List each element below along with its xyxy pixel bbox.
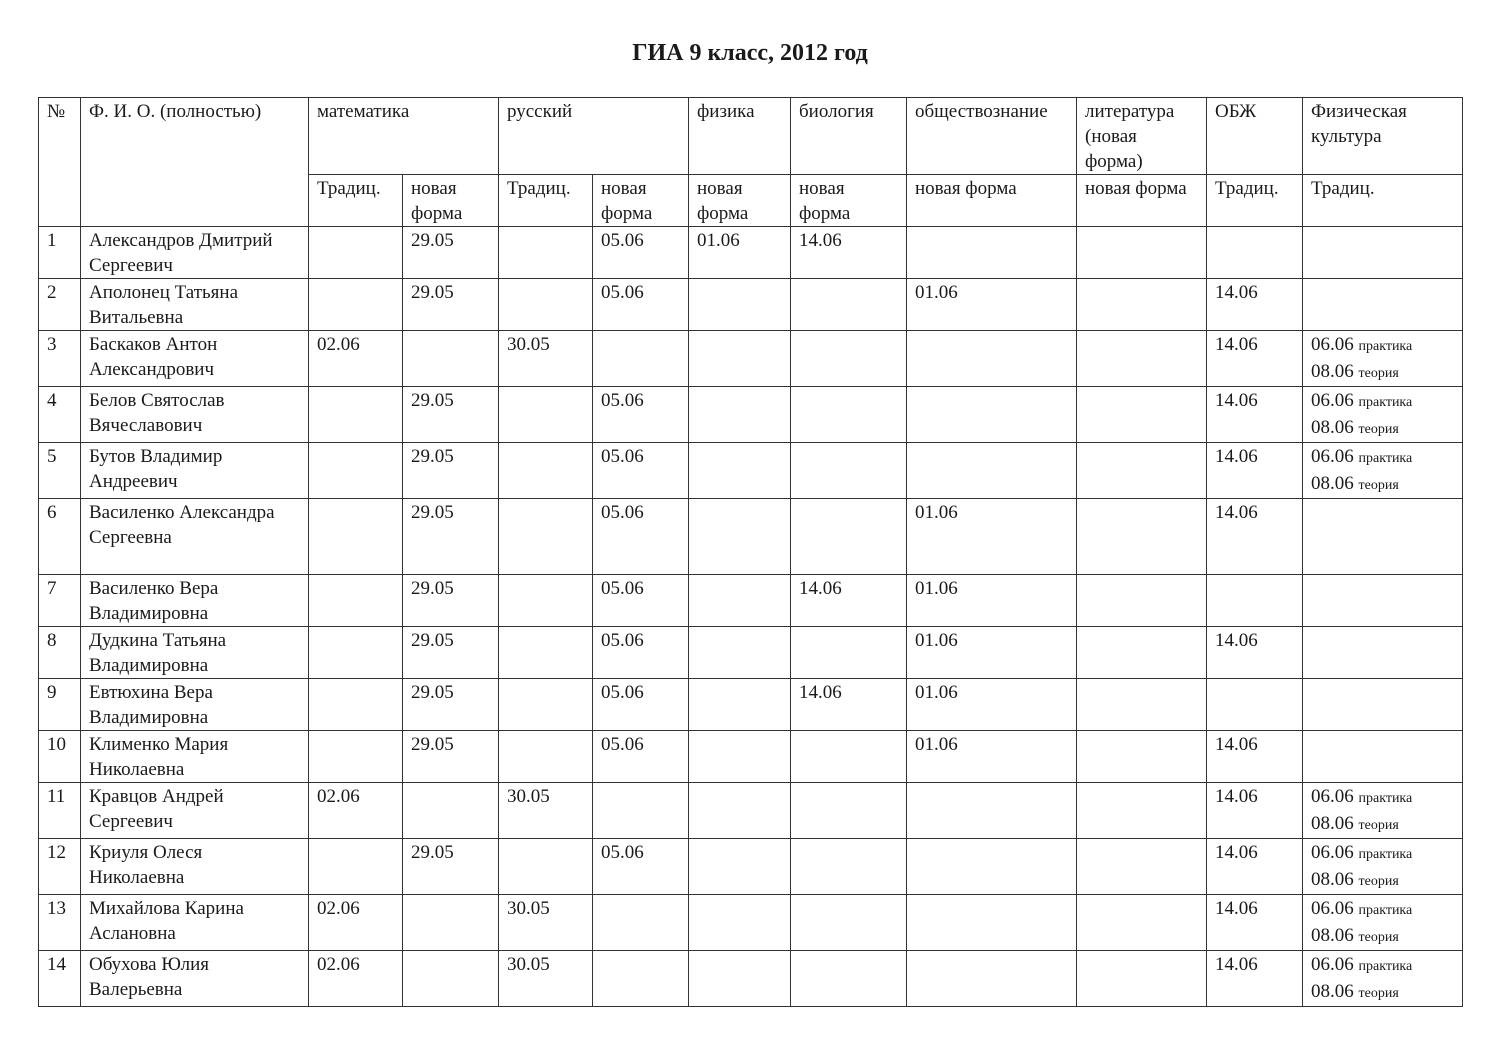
exam-date-biology (791, 951, 907, 1007)
header-row (39, 98, 1463, 175)
pe-theory-label: теория (1358, 930, 1399, 945)
row-number: 3 (39, 331, 81, 387)
exam-date-rus-new: 05.06 (593, 679, 689, 731)
exam-date-pe (1303, 783, 1463, 839)
exam-date-rus-new: 05.06 (593, 627, 689, 679)
pe-practice-line (1311, 840, 1454, 867)
header-biology: биология (791, 98, 907, 175)
exam-date-obzh: 14.06 (1207, 839, 1303, 895)
subheader-obzh-trad: Традиц. (1207, 175, 1303, 227)
pe-theory-line (1311, 867, 1454, 894)
header-social: обществознание (907, 98, 1077, 175)
exam-date-biology (791, 499, 907, 575)
student-name: Евтюхина Вера Владимировна (81, 679, 309, 731)
exam-date-obzh: 14.06 (1207, 895, 1303, 951)
header-literature: литература (новая форма) (1077, 98, 1207, 175)
exam-date-biology: 14.06 (791, 679, 907, 731)
exam-date-pe (1303, 895, 1463, 951)
exam-date-pe (1303, 731, 1463, 783)
exam-date-literature (1077, 499, 1207, 575)
exam-date-literature (1077, 575, 1207, 627)
student-name: Криуля Олеся Николаевна (81, 839, 309, 895)
exam-date-social (907, 895, 1077, 951)
subheader-rus-new: новая форма (593, 175, 689, 227)
header-obzh: ОБЖ (1207, 98, 1303, 175)
pe-practice-date: 06.06 (1311, 446, 1354, 467)
header-num: № (39, 98, 81, 227)
row-number: 13 (39, 895, 81, 951)
exam-date-physics (689, 839, 791, 895)
exam-date-physics (689, 279, 791, 331)
row-number: 7 (39, 575, 81, 627)
pe-theory-date: 08.06 (1311, 869, 1354, 890)
exam-date-rus-new: 05.06 (593, 279, 689, 331)
row-number: 4 (39, 387, 81, 443)
exam-date-literature (1077, 679, 1207, 731)
row-number: 2 (39, 279, 81, 331)
row-number: 12 (39, 839, 81, 895)
row-number: 9 (39, 679, 81, 731)
exam-date-biology (791, 783, 907, 839)
pe-theory-line (1311, 415, 1454, 442)
exam-date-obzh: 14.06 (1207, 443, 1303, 499)
exam-date-rus-new (593, 783, 689, 839)
table-row (39, 227, 1463, 279)
table-row (39, 951, 1463, 1007)
exam-date-social (907, 331, 1077, 387)
exam-date-math-trad: 02.06 (309, 331, 403, 387)
exam-date-obzh: 14.06 (1207, 499, 1303, 575)
exam-date-social: 01.06 (907, 627, 1077, 679)
pe-practice-line (1311, 896, 1454, 923)
exam-date-social: 01.06 (907, 499, 1077, 575)
exam-date-physics (689, 783, 791, 839)
exam-date-math-trad (309, 227, 403, 279)
exam-date-rus-new: 05.06 (593, 227, 689, 279)
student-name: Александров Дмитрий Сергеевич (81, 227, 309, 279)
exam-date-rus-trad: 30.05 (499, 331, 593, 387)
pe-practice-label: практика (1358, 395, 1413, 410)
exam-date-obzh: 14.06 (1207, 387, 1303, 443)
table-row (39, 443, 1463, 499)
exam-date-literature (1077, 731, 1207, 783)
header-pe: Физическая культура (1303, 98, 1463, 175)
exam-date-physics (689, 679, 791, 731)
exam-date-social: 01.06 (907, 279, 1077, 331)
exam-date-social: 01.06 (907, 575, 1077, 627)
pe-practice-date: 06.06 (1311, 954, 1354, 975)
exam-date-literature (1077, 895, 1207, 951)
table-row (39, 575, 1463, 627)
exam-date-math-new: 29.05 (403, 443, 499, 499)
student-name: Василенко Александра Сергеевна (81, 499, 309, 575)
pe-practice-date: 06.06 (1311, 898, 1354, 919)
exam-date-math-new (403, 895, 499, 951)
exam-date-biology (791, 443, 907, 499)
row-number: 8 (39, 627, 81, 679)
exam-date-obzh: 14.06 (1207, 331, 1303, 387)
pe-theory-date: 08.06 (1311, 361, 1354, 382)
exam-date-pe (1303, 499, 1463, 575)
pe-practice-line (1311, 332, 1454, 359)
pe-theory-date: 08.06 (1311, 813, 1354, 834)
exam-date-literature (1077, 839, 1207, 895)
exam-date-math-new: 29.05 (403, 279, 499, 331)
exam-date-math-new (403, 783, 499, 839)
exam-date-pe (1303, 227, 1463, 279)
pe-theory-line (1311, 471, 1454, 498)
exam-date-math-new (403, 331, 499, 387)
exam-date-biology (791, 279, 907, 331)
exam-date-rus-trad: 30.05 (499, 783, 593, 839)
exam-date-rus-new: 05.06 (593, 839, 689, 895)
exam-date-rus-trad (499, 839, 593, 895)
exam-date-rus-new: 05.06 (593, 499, 689, 575)
exam-date-physics (689, 443, 791, 499)
exam-date-math-trad: 02.06 (309, 895, 403, 951)
pe-practice-line (1311, 444, 1454, 471)
pe-practice-label: практика (1358, 791, 1413, 806)
exam-date-math-trad (309, 575, 403, 627)
exam-date-biology (791, 895, 907, 951)
exam-date-math-trad (309, 679, 403, 731)
table-row (39, 499, 1463, 575)
exam-date-social: 01.06 (907, 679, 1077, 731)
pe-practice-label: практика (1358, 451, 1413, 466)
table-row (39, 279, 1463, 331)
row-number: 14 (39, 951, 81, 1007)
exam-date-math-new: 29.05 (403, 387, 499, 443)
exam-date-physics (689, 731, 791, 783)
table-row (39, 387, 1463, 443)
exam-date-rus-new: 05.06 (593, 387, 689, 443)
exam-date-biology (791, 387, 907, 443)
exam-date-math-new: 29.05 (403, 839, 499, 895)
subheader-math-trad: Традиц. (309, 175, 403, 227)
exam-date-literature (1077, 783, 1207, 839)
exam-date-rus-new: 05.06 (593, 443, 689, 499)
exam-date-pe (1303, 331, 1463, 387)
exam-date-pe (1303, 443, 1463, 499)
pe-theory-line (1311, 811, 1454, 838)
exam-date-math-trad (309, 499, 403, 575)
student-name: Кравцов Андрей Сергеевич (81, 783, 309, 839)
subheader-rus-trad: Традиц. (499, 175, 593, 227)
pe-theory-label: теория (1358, 422, 1399, 437)
table-row (39, 783, 1463, 839)
pe-practice-line (1311, 952, 1454, 979)
exam-date-obzh (1207, 575, 1303, 627)
exam-date-physics (689, 895, 791, 951)
exam-date-rus-trad: 30.05 (499, 951, 593, 1007)
exam-date-math-trad (309, 443, 403, 499)
exam-date-math-trad (309, 839, 403, 895)
subheader-literature-new: новая форма (1077, 175, 1207, 227)
student-name: Белов Святослав Вячеславович (81, 387, 309, 443)
exam-date-rus-trad: 30.05 (499, 895, 593, 951)
row-number: 5 (39, 443, 81, 499)
student-name: Василенко Вера Владимировна (81, 575, 309, 627)
pe-theory-label: теория (1358, 478, 1399, 493)
exam-date-literature (1077, 227, 1207, 279)
exam-date-rus-trad (499, 627, 593, 679)
exam-date-biology (791, 627, 907, 679)
student-name: Клименко Мария Николаевна (81, 731, 309, 783)
exam-date-rus-new (593, 895, 689, 951)
subheader-social-new: новая форма (907, 175, 1077, 227)
subheader-biology-new: новая форма (791, 175, 907, 227)
pe-theory-date: 08.06 (1311, 473, 1354, 494)
pe-practice-label: практика (1358, 847, 1413, 862)
pe-theory-label: теория (1358, 874, 1399, 889)
student-name: Дудкина Татьяна Владимировна (81, 627, 309, 679)
table-row (39, 627, 1463, 679)
exam-date-math-new: 29.05 (403, 627, 499, 679)
row-number: 11 (39, 783, 81, 839)
exam-date-rus-trad (499, 279, 593, 331)
exam-date-literature (1077, 627, 1207, 679)
exam-date-obzh: 14.06 (1207, 783, 1303, 839)
exam-date-biology (791, 331, 907, 387)
student-name: Михайлова Карина Аслановна (81, 895, 309, 951)
exam-date-literature (1077, 443, 1207, 499)
pe-theory-date: 08.06 (1311, 981, 1354, 1002)
table-row (39, 731, 1463, 783)
pe-theory-label: теория (1358, 818, 1399, 833)
exam-date-physics (689, 499, 791, 575)
header-math: математика (309, 98, 499, 175)
exam-date-social (907, 951, 1077, 1007)
page-title: ГИА 9 класс, 2012 год (632, 40, 868, 66)
exam-date-rus-new (593, 331, 689, 387)
exam-date-rus-trad (499, 679, 593, 731)
exam-date-obzh: 14.06 (1207, 951, 1303, 1007)
exam-date-literature (1077, 279, 1207, 331)
pe-practice-date: 06.06 (1311, 842, 1354, 863)
pe-theory-date: 08.06 (1311, 925, 1354, 946)
pe-theory-line (1311, 359, 1454, 386)
exam-date-social (907, 227, 1077, 279)
exam-date-math-new: 29.05 (403, 679, 499, 731)
exam-date-social (907, 783, 1077, 839)
header-name: Ф. И. О. (полностью) (81, 98, 309, 227)
exam-date-rus-trad (499, 731, 593, 783)
exam-date-pe (1303, 679, 1463, 731)
exam-date-math-trad (309, 279, 403, 331)
row-number: 6 (39, 499, 81, 575)
pe-practice-date: 06.06 (1311, 786, 1354, 807)
exam-date-pe (1303, 951, 1463, 1007)
exam-date-physics (689, 331, 791, 387)
table-row (39, 679, 1463, 731)
exam-date-biology: 14.06 (791, 575, 907, 627)
exam-date-rus-trad (499, 443, 593, 499)
exam-date-math-new (403, 951, 499, 1007)
exam-date-social: 01.06 (907, 731, 1077, 783)
pe-practice-label: практика (1358, 903, 1413, 918)
row-number: 10 (39, 731, 81, 783)
exam-date-biology: 14.06 (791, 227, 907, 279)
pe-practice-line (1311, 388, 1454, 415)
exam-date-math-trad (309, 627, 403, 679)
exam-date-physics (689, 387, 791, 443)
exam-date-rus-new: 05.06 (593, 731, 689, 783)
subheader-math-new: новая форма (403, 175, 499, 227)
subheader-pe-trad: Традиц. (1303, 175, 1463, 227)
exam-date-literature (1077, 387, 1207, 443)
pe-theory-date: 08.06 (1311, 417, 1354, 438)
exam-date-pe (1303, 575, 1463, 627)
pe-theory-label: теория (1358, 986, 1399, 1001)
exam-date-social (907, 443, 1077, 499)
exam-date-obzh: 14.06 (1207, 731, 1303, 783)
exam-date-rus-trad (499, 575, 593, 627)
exam-date-physics (689, 951, 791, 1007)
exam-date-math-trad (309, 387, 403, 443)
table-row (39, 839, 1463, 895)
pe-practice-line (1311, 784, 1454, 811)
pe-theory-line (1311, 979, 1454, 1006)
exam-date-math-new: 29.05 (403, 499, 499, 575)
exam-date-math-trad (309, 731, 403, 783)
exam-date-pe (1303, 627, 1463, 679)
exam-date-rus-trad (499, 227, 593, 279)
header-physics: физика (689, 98, 791, 175)
exam-date-rus-new: 05.06 (593, 575, 689, 627)
row-number: 1 (39, 227, 81, 279)
table-row (39, 895, 1463, 951)
header-russian: русский (499, 98, 689, 175)
exam-date-math-trad: 02.06 (309, 783, 403, 839)
exam-date-math-new: 29.05 (403, 227, 499, 279)
exam-date-math-trad: 02.06 (309, 951, 403, 1007)
table-row (39, 331, 1463, 387)
exam-date-obzh (1207, 679, 1303, 731)
exam-date-obzh (1207, 227, 1303, 279)
exam-date-physics (689, 627, 791, 679)
exam-date-social (907, 839, 1077, 895)
exam-date-physics: 01.06 (689, 227, 791, 279)
exam-date-math-new: 29.05 (403, 575, 499, 627)
exam-date-physics (689, 575, 791, 627)
exam-date-pe (1303, 839, 1463, 895)
pe-theory-label: теория (1358, 366, 1399, 381)
exam-date-math-new: 29.05 (403, 731, 499, 783)
exam-schedule-table (38, 97, 1463, 1007)
pe-practice-label: практика (1358, 339, 1413, 354)
pe-practice-label: практика (1358, 959, 1413, 974)
exam-date-literature (1077, 331, 1207, 387)
exam-date-pe (1303, 279, 1463, 331)
student-name: Обухова Юлия Валерьевна (81, 951, 309, 1007)
exam-date-rus-new (593, 951, 689, 1007)
exam-date-obzh: 14.06 (1207, 627, 1303, 679)
subheader-physics-new: новая форма (689, 175, 791, 227)
pe-practice-date: 06.06 (1311, 334, 1354, 355)
exam-date-pe (1303, 387, 1463, 443)
exam-date-rus-trad (499, 387, 593, 443)
exam-date-literature (1077, 951, 1207, 1007)
pe-theory-line (1311, 923, 1454, 950)
pe-practice-date: 06.06 (1311, 390, 1354, 411)
exam-date-rus-trad (499, 499, 593, 575)
exam-date-obzh: 14.06 (1207, 279, 1303, 331)
exam-date-biology (791, 839, 907, 895)
exam-date-biology (791, 731, 907, 783)
student-name: Бутов Владимир Андреевич (81, 443, 309, 499)
student-name: Баскаков Антон Александрович (81, 331, 309, 387)
student-name: Аполонец Татьяна Витальевна (81, 279, 309, 331)
exam-date-social (907, 387, 1077, 443)
